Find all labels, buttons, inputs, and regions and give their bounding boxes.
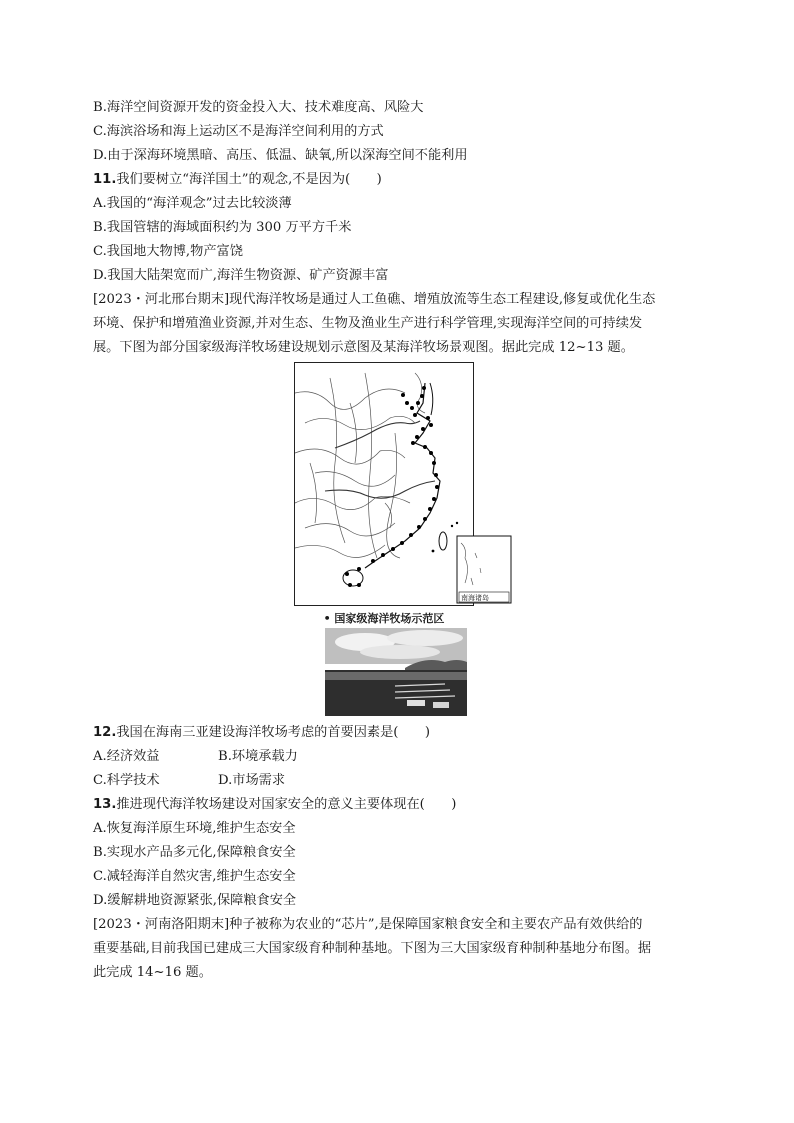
q10-option-d: D.由于深海环境黑暗、高压、低温、缺氧,所以深海空间不能利用 <box>93 148 468 163</box>
material2-line3: 此完成 14~16 题。 <box>93 965 212 980</box>
q13-option-b: B.实现水产品多元化,保障粮食安全 <box>93 845 296 860</box>
material1-line3: 展。下图为部分国家级海洋牧场建设规划示意图及某海洋牧场景观图。据此完成 12~13 题。 <box>93 340 634 355</box>
q11-option-b: B.我国管辖的海域面积约为 300 万平方千米 <box>93 220 352 235</box>
material1-line1: [2023・河北邢台期末]现代海洋牧场是通过人工鱼礁、增殖放流等生态工程建设,修复或优化生态 <box>93 292 656 307</box>
q11-option-c: C.我国地大物博,物产富饶 <box>93 244 243 259</box>
q12-options-row2 <box>93 772 285 790</box>
q13-stem-line <box>93 796 456 814</box>
q13-option-d: D.缓解耕地资源紧张,保障粮食安全 <box>93 893 297 908</box>
q11-number: 11. <box>93 172 117 187</box>
q12-option-b: B.环境承载力 <box>218 749 298 764</box>
marine-ranch-map <box>294 362 489 606</box>
material2-line1: [2023・河南洛阳期末]种子被称为农业的“芯片”,是保障国家粮食安全和主要农产品有效供给的 <box>93 917 643 932</box>
inset-label: 南海诸岛 <box>461 594 489 602</box>
q11-option-d: D.我国大陆架宽而广,海洋生物资源、矿产资源丰富 <box>93 268 389 283</box>
q12-stem-line <box>93 724 430 742</box>
q11-stem: 我们要树立“海洋国土”的观念,不是因为( ) <box>116 172 382 187</box>
q12-stem: 我国在海南三亚建设海洋牧场考虑的首要因素是( ) <box>116 725 430 740</box>
marine-ranch-photo <box>325 628 467 716</box>
q13-stem: 推进现代海洋牧场建设对国家安全的意义主要体现在( ) <box>116 797 457 812</box>
q12-options-row1 <box>93 748 298 766</box>
q11-stem-line <box>93 171 382 189</box>
q12-option-a: A.经济效益 <box>93 749 160 764</box>
material1-line2: 环境、保护和增殖渔业资源,并对生态、生物及渔业生产进行科学管理,实现海洋空间的可持续发 <box>93 316 643 331</box>
q10-option-b: B.海洋空间资源开发的资金投入大、技术难度高、风险大 <box>93 100 424 115</box>
map-legend: • 国家级海洋牧场示范区 <box>323 612 445 625</box>
q13-number: 13. <box>93 797 117 812</box>
q12-number: 12. <box>93 725 117 740</box>
q13-option-c: C.减轻海洋自然灾害,维护生态安全 <box>93 869 296 884</box>
q11-option-a: A.我国的“海洋观念”过去比较淡薄 <box>93 196 292 211</box>
china-east-coast-map-graphic <box>295 363 489 605</box>
q13-option-a: A.恢复海洋原生环境,维护生态安全 <box>93 821 296 836</box>
material2-line2: 重要基础,目前我国已建成三大国家级育种制种基地。下图为三大国家级育种制种基地分布图。据 <box>93 941 652 956</box>
q12-option-d: D.市场需求 <box>218 773 286 788</box>
q10-option-c: C.海滨浴场和海上运动区不是海洋空间利用的方式 <box>93 124 384 139</box>
q12-option-c: C.科学技术 <box>93 773 160 788</box>
